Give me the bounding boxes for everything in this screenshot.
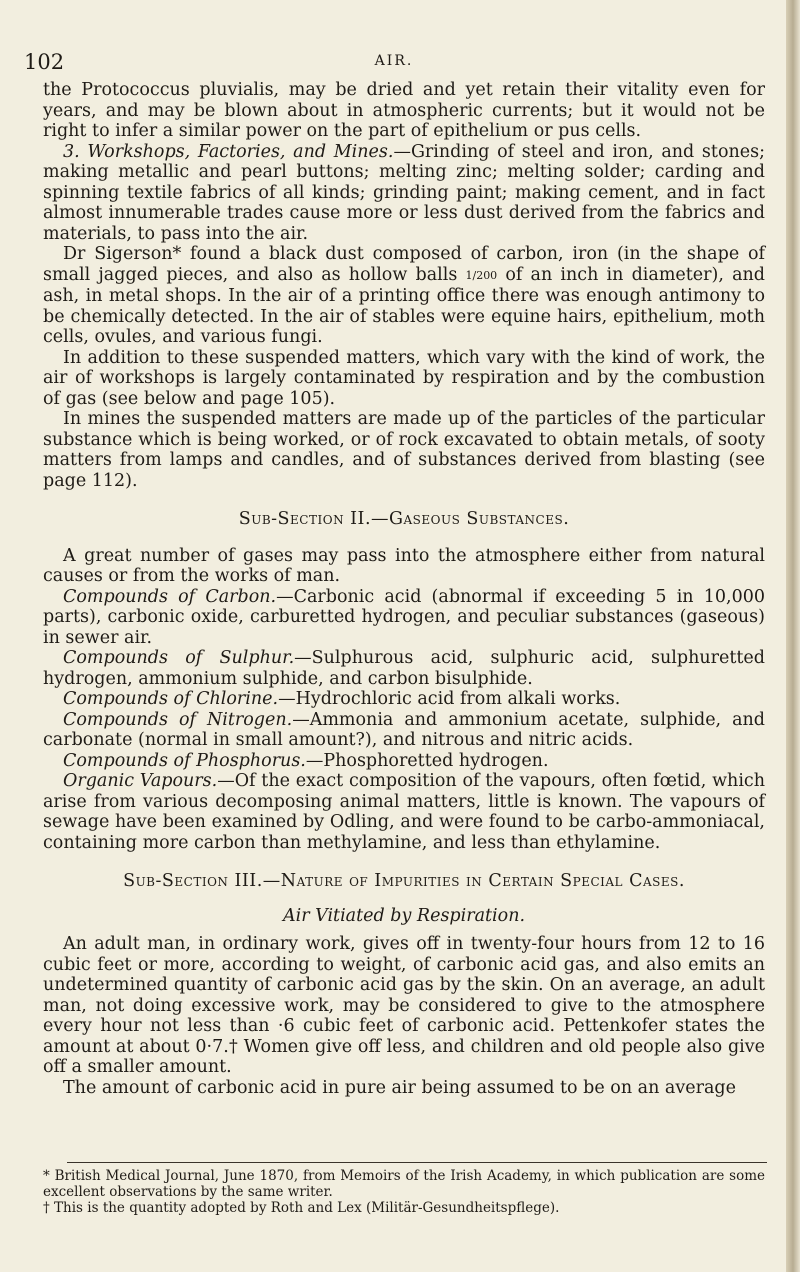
body-text xyxy=(43,80,765,1098)
paragraph-text: —Phosphoretted hydrogen. xyxy=(305,750,549,771)
italic-lead: Organic Vapours. xyxy=(63,771,218,791)
paragraph xyxy=(43,244,765,348)
subsection-title xyxy=(43,906,765,927)
italic-lead: Compounds of Nitrogen. xyxy=(63,709,293,730)
italic-lead: Compounds of Carbon. xyxy=(63,586,277,607)
footnote: * British Medical Journal, June 1870, from Memoirs of the Irish Academy, in which publication are some excellent observations by the same writer. xyxy=(43,1168,765,1200)
italic-lead: 3. Workshops, Factories, and Mines. xyxy=(63,141,394,162)
paragraph: In addition to these suspended matters, which vary with the kind of work, the air of workshops is largely contaminated by respiration and by the combustion of gas (see below and page 105). xyxy=(43,347,765,409)
paragraph-text: —Grinding of steel and iron, and stones; making metallic and pearl buttons; melting zinc; melting solder; carding and spinning textile fabrics of all kinds; grinding paint; making cement, and in fact almost innumerable trades cause more or less dust derived from the fabrics and materials, to pass into the air. xyxy=(43,141,765,244)
paragraph xyxy=(43,751,765,772)
paragraph: An adult man, in ordinary work, gives off in twenty-four hours from 12 to 16 cubic feet or more, according to weight, of carbonic acid gas, and also emits an undetermined quantity of carbonic acid gas by the skin. On an average, an adult man, not doing excessive work, may be considered to give to the atmosphere every hour not less than ·6 cubic feet of carbonic acid. Pettenkofer states the amount at about 0·7.† Women give off less, and children and old people also give off a smaller amount. xyxy=(43,934,765,1077)
section-heading: Sub-Section II.—Gaseous Substances. xyxy=(238,509,570,529)
paragraph-text: of an inch in diameter), and ash, in metal shops. In the air of a printing office there was enough antimony to be chemically detected. In the air of stables were equine hairs, epithelium, moth cells, ovules, and various fungi. xyxy=(43,264,765,347)
section-heading: Sub-Section III.—Nature of Impurities in Certain Special Cases. xyxy=(123,871,685,891)
paragraph-text: —Carbonic acid (abnormal if exceeding 5 in 10,000 parts), carbonic oxide, carburetted hydrogen, and peculiar substances (gaseous) in sewer air. xyxy=(43,586,765,648)
footnote: † This is the quantity adopted by Roth and Lex (Militär-Gesundheitspflege). xyxy=(43,1200,560,1216)
paragraph-text: —Sulphurous acid, sulphuric acid, sulphuretted hydrogen, ammonium sulphide, and carbon bisulphide. xyxy=(43,648,765,689)
italic-lead: Compounds of Chlorine. xyxy=(63,689,279,709)
paragraph xyxy=(43,771,765,853)
paragraph xyxy=(43,689,765,710)
paragraph xyxy=(43,587,765,649)
paragraph: The amount of carbonic acid in pure air being assumed to be on an average xyxy=(63,1077,736,1098)
italic-lead: Compounds of Sulphur. xyxy=(63,648,295,668)
subsection-title-text: Air Vitiated by Respiration. xyxy=(282,905,526,926)
running-head: AIR. xyxy=(374,53,414,69)
italic-lead: Compounds of Phosphorus. xyxy=(63,750,306,771)
page-header xyxy=(24,50,764,72)
paragraph xyxy=(43,648,765,689)
page-edge xyxy=(786,0,800,1272)
paragraph-text: Dr Sigerson* found a black dust composed of carbon, iron (in the shape of small jagged pieces, and also as hollow balls xyxy=(43,244,765,285)
paragraph xyxy=(43,142,765,245)
footnotes xyxy=(43,1168,765,1216)
page-number: 102 xyxy=(24,50,65,74)
fraction: 1/200 xyxy=(465,268,498,282)
paragraph-text: —Hydrochloric acid from alkali works. xyxy=(278,689,621,709)
paragraph: A great number of gases may pass into the atmosphere either from natural causes or from the works of man. xyxy=(43,545,765,586)
paragraph xyxy=(43,710,765,751)
paragraph-text: —Ammonia and ammonium acetate, sulphide, and carbonate (normal in small amount?), and nitrous and nitric acids. xyxy=(43,709,765,750)
footnote-divider xyxy=(67,1162,767,1163)
paragraph: In mines the suspended matters are made up of the particles of the particular substance which is being worked, or of rock excavated to obtain metals, of sooty matters from lamps and candles, and of substances derived from blasting (see page 112). xyxy=(43,409,765,491)
paragraph-text: —Of the exact composition of the vapours, often fœtid, which arise from various decomposing animal matters, little is known. The vapours of sewage have been examined by Odling, and were found to be carbo-ammoniacal, containing more carbon than methylamine, and less than ethylamine. xyxy=(43,771,766,853)
paragraph: the Protococcus pluvialis, may be dried and yet retain their vitality even for years, and may be blown about in atmospheric currents; but it would not be right to infer a similar power on the part of epithelium or pus cells. xyxy=(43,80,765,141)
